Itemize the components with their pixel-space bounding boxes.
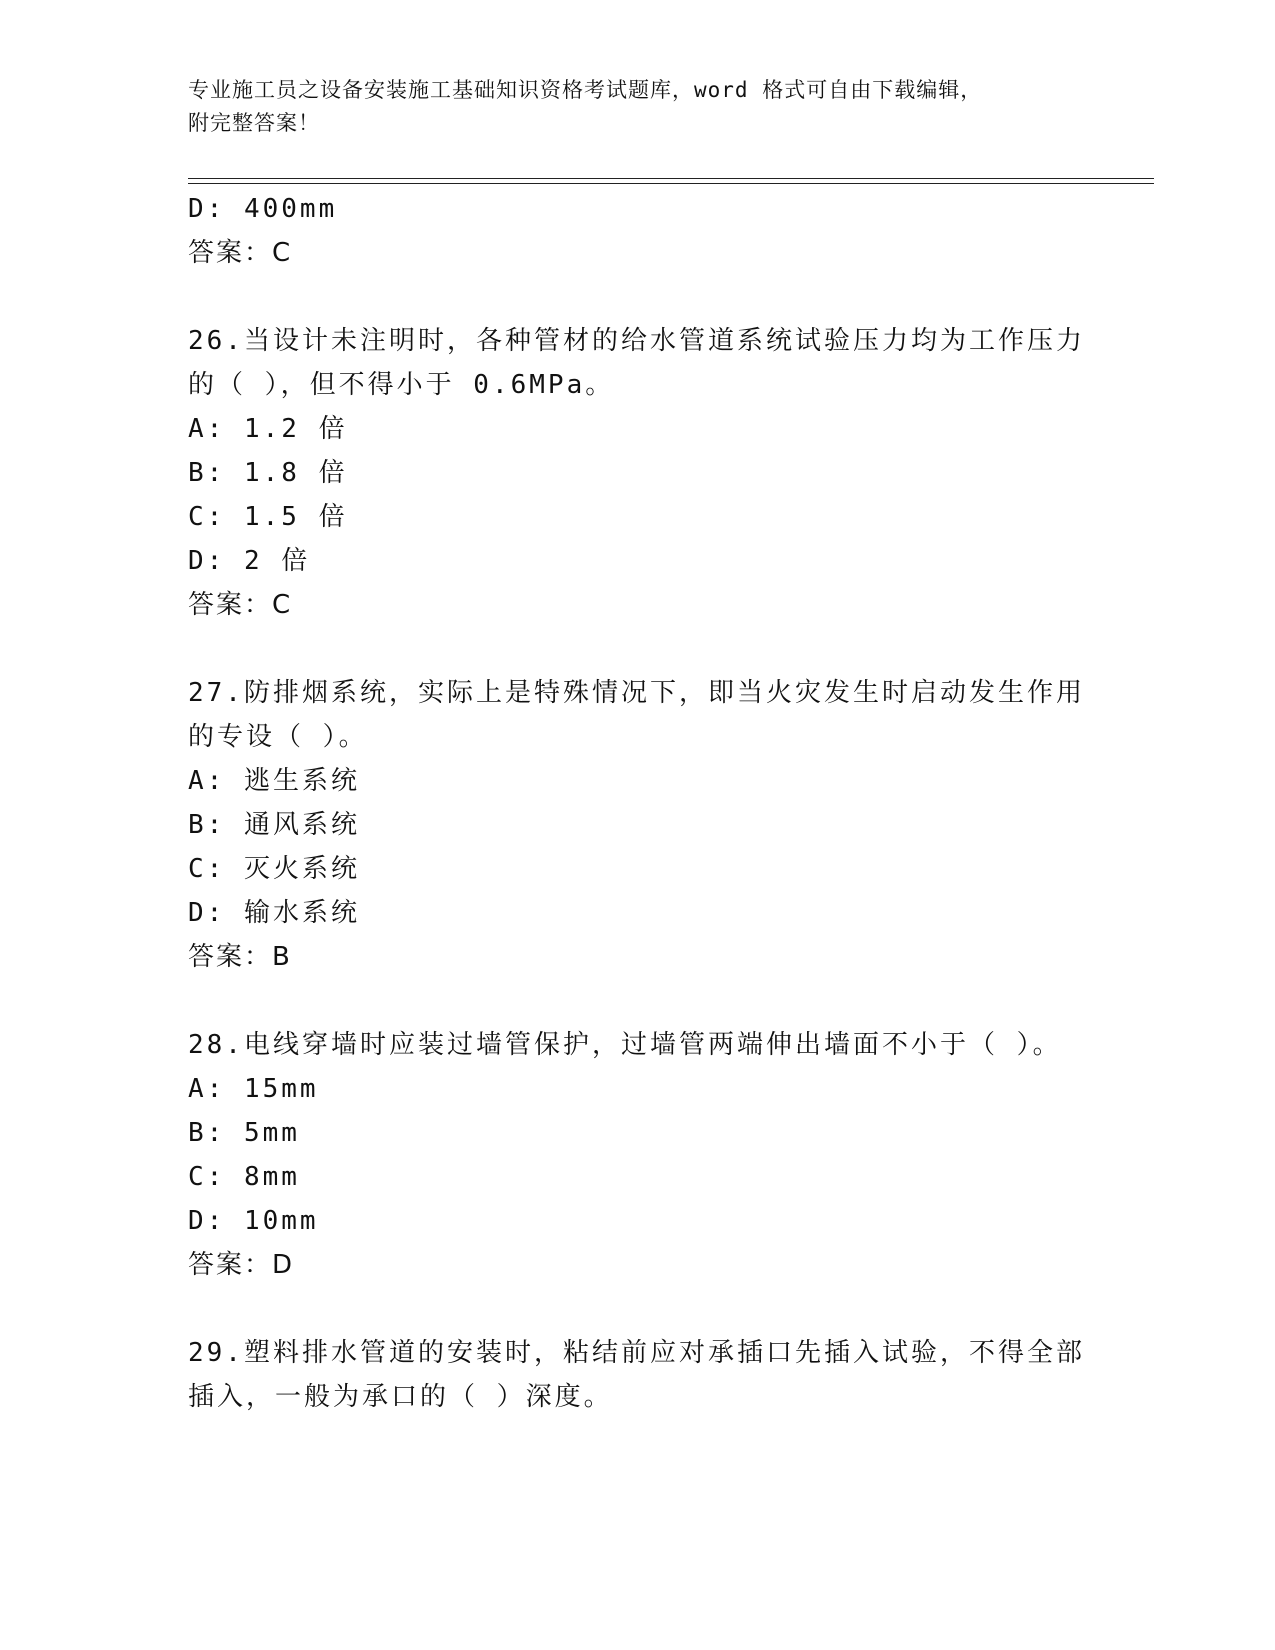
question-27-option-c: C: 灭火系统	[188, 854, 360, 884]
question-27-answer: 答案：B	[188, 942, 292, 972]
answer-prev: 答案：C	[188, 238, 293, 268]
question-26-option-b: B: 1.8 倍	[188, 458, 348, 488]
question-27-option-b: B: 通风系统	[188, 810, 360, 840]
question-28-option-a: A: 15mm	[188, 1074, 319, 1104]
option-d-prev: D: 400mm	[188, 194, 338, 224]
question-28-option-b: B: 5mm	[188, 1118, 300, 1148]
question-27-line-1: 27.防排烟系统，实际上是特殊情况下，即当火灾发生时启动发生作用	[188, 678, 1085, 708]
question-26-line-2: 的（ ），但不得小于 0.6MPa。	[188, 370, 615, 400]
question-26-answer: 答案：C	[188, 590, 293, 620]
question-27-line-2: 的专设（ ）。	[188, 722, 368, 752]
question-28-option-c: C: 8mm	[188, 1162, 300, 1192]
question-27-option-d: D: 输水系统	[188, 898, 360, 928]
question-26-option-a: A: 1.2 倍	[188, 414, 348, 444]
question-29-line-1: 29.塑料排水管道的安装时，粘结前应对承插口先插入试验，不得全部	[188, 1338, 1085, 1368]
question-29-line-2: 插入，一般为承口的（ ）深度。	[188, 1382, 613, 1412]
question-28-answer: 答案：D	[188, 1250, 295, 1280]
question-28-option-d: D: 10mm	[188, 1206, 319, 1236]
header-divider-bottom	[188, 183, 1154, 184]
question-26-line-1: 26.当设计未注明时，各种管材的给水管道系统试验压力均为工作压力	[188, 326, 1085, 356]
header-line-1: 专业施工员之设备安装施工基础知识资格考试题库，word 格式可自由下载编辑，	[188, 78, 983, 102]
question-27-option-a: A: 逃生系统	[188, 766, 360, 796]
header-divider-top	[188, 178, 1154, 179]
header-line-2: 附完整答案！	[188, 111, 320, 135]
document-header	[188, 74, 1068, 140]
question-26-option-d: D: 2 倍	[188, 546, 311, 576]
question-26-option-c: C: 1.5 倍	[188, 502, 348, 532]
question-28-line-1: 28.电线穿墙时应装过墙管保护，过墙管两端伸出墙面不小于（ ）。	[188, 1030, 1062, 1060]
